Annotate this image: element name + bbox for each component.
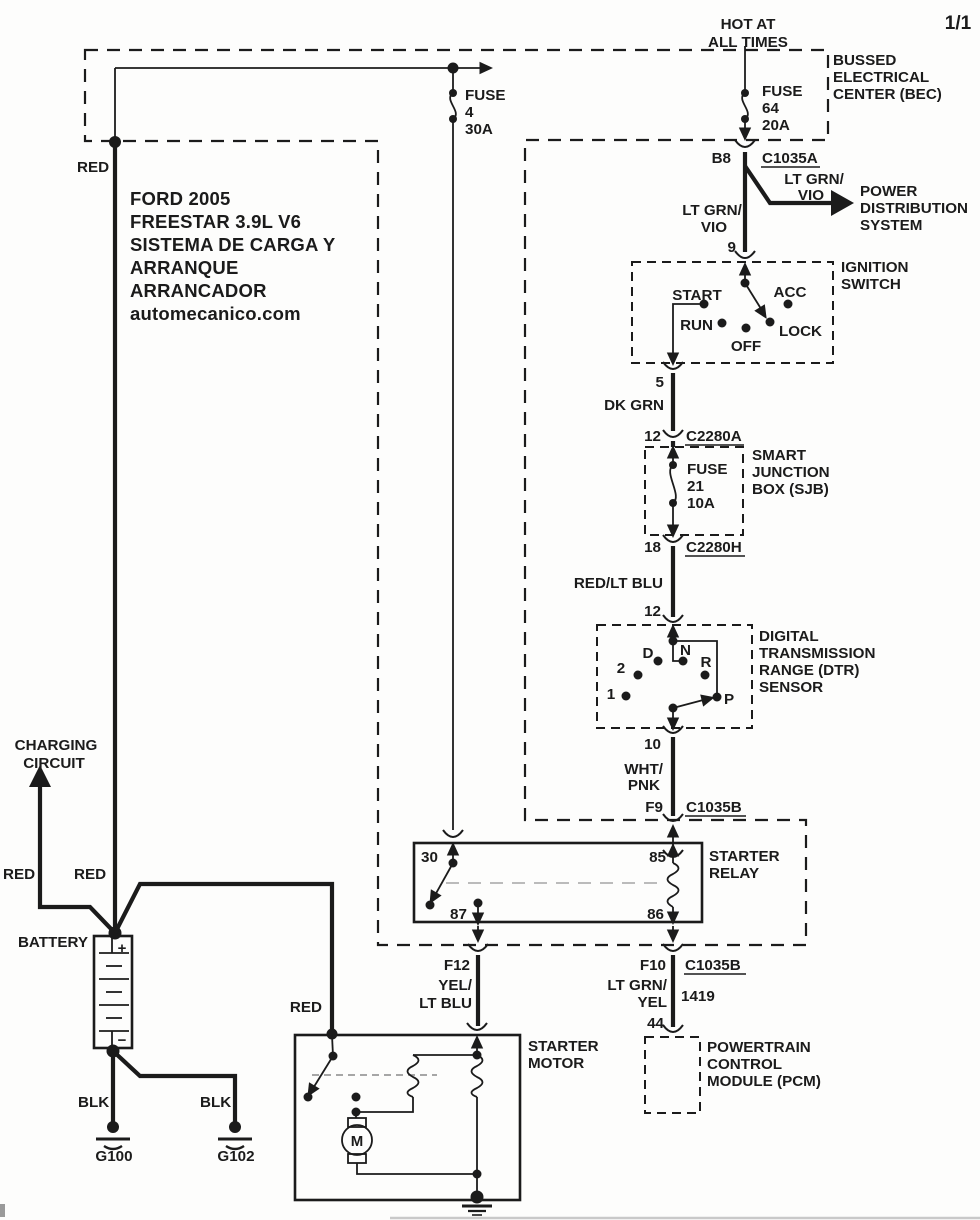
pin-87: 87 <box>450 906 467 923</box>
sjb-label: BOX (SJB) <box>752 481 829 498</box>
fuse21-label: FUSE <box>687 461 728 478</box>
sjb-label: JUNCTION <box>752 464 830 481</box>
fuse64-label: FUSE <box>762 83 803 100</box>
battery-positive: + <box>117 940 127 957</box>
position-r: R <box>700 654 712 671</box>
motor-letter: M <box>350 1133 364 1150</box>
bec-feed-wires <box>115 62 493 837</box>
starter-motor-box <box>295 1035 520 1200</box>
power-distribution-label: SYSTEM <box>860 217 923 234</box>
fuse4-rating: 30A <box>465 121 493 138</box>
wire-label: VIO <box>700 219 728 236</box>
connector-c1035b-id: C1035B <box>686 799 742 816</box>
starter-motor-label: STARTER <box>528 1038 599 1055</box>
pin-f12: F12 <box>443 957 470 974</box>
pin-44: 44 <box>647 1015 664 1032</box>
position-run: RUN <box>680 317 713 334</box>
position-acc: ACC <box>773 284 807 301</box>
position-d: D <box>642 645 654 662</box>
pin-30: 30 <box>421 849 438 866</box>
pin-f9: F9 <box>645 799 663 816</box>
dtr-label: DIGITAL <box>759 628 819 645</box>
p-contact <box>713 693 722 702</box>
hot-at-label: HOT AT <box>720 16 776 33</box>
pin-18: 18 <box>644 539 661 556</box>
position-n: N <box>680 642 691 659</box>
connector-c1035b-id: C1035B <box>685 957 741 974</box>
position-lock: LOCK <box>779 323 823 340</box>
position-start: START <box>672 287 722 304</box>
ground-g100-icon <box>96 1121 130 1149</box>
r-contact <box>701 671 710 680</box>
off-contact <box>742 324 751 333</box>
battery-negative: − <box>117 1032 127 1049</box>
wire-label: LT GRN/ <box>607 977 667 994</box>
fuse-21-icon <box>670 465 676 503</box>
position-1: 1 <box>606 686 616 703</box>
ignition-switch-internals <box>667 262 793 366</box>
title-line: ARRANQUE <box>130 257 239 278</box>
pin-9: 9 <box>727 239 736 256</box>
pull-in-winding-icon <box>408 1055 419 1097</box>
ignition-feed-wires <box>735 152 854 258</box>
bec-label: BUSSED <box>833 52 897 69</box>
wire-label: RED <box>289 999 322 1016</box>
2-contact <box>634 671 643 680</box>
wire-label: RED <box>74 866 107 883</box>
pcm-label: POWERTRAIN <box>707 1039 811 1056</box>
dtr-label: SENSOR <box>759 679 824 696</box>
starter-relay-label: RELAY <box>709 865 760 882</box>
pcm-label: MODULE (PCM) <box>707 1073 821 1090</box>
wire-label: BLK <box>78 1094 110 1111</box>
connector-c2280h-id: C2280H <box>686 539 742 556</box>
power-distribution-arrow-icon <box>831 190 854 216</box>
dtr-internals <box>622 624 722 731</box>
wire-label: LT BLU <box>419 995 472 1012</box>
wire-label: DK GRN <box>604 397 664 414</box>
dtr-label: RANGE (DTR) <box>759 662 860 679</box>
wire-label: YEL <box>637 994 667 1011</box>
hold-in-winding-icon <box>472 1055 483 1097</box>
page-edge-mark <box>0 1204 5 1217</box>
ground-g102-icon <box>218 1121 252 1149</box>
pcm-box <box>645 1037 700 1113</box>
d-contact <box>654 657 663 666</box>
wire-label: LT GRN/ <box>784 171 844 188</box>
position-2: 2 <box>616 660 626 677</box>
title-line: automecanico.com <box>130 303 301 324</box>
power-distribution-label: POWER <box>860 183 918 200</box>
pin-5: 5 <box>655 374 664 391</box>
relay-coil-icon <box>668 863 679 907</box>
run-contact <box>718 319 727 328</box>
fuse64-rating: 20A <box>762 117 790 134</box>
wire-label: RED <box>77 159 110 176</box>
pcm-label: CONTROL <box>707 1056 783 1073</box>
motor-ground-icon <box>462 1206 492 1215</box>
hot-feed-wires <box>735 46 755 147</box>
starter-relay-internals <box>424 842 664 943</box>
ground-g100-label: G100 <box>95 1148 133 1165</box>
1-contact <box>622 692 631 701</box>
starter-motor-internals <box>302 1035 492 1215</box>
wire-label: LT GRN/ <box>682 202 742 219</box>
title-line: SISTEMA DE CARGA Y <box>130 234 336 255</box>
bec-label: ELECTRICAL <box>833 69 930 86</box>
connector-c2280a-icon <box>663 430 683 437</box>
wire-label: VIO <box>797 187 825 204</box>
fuse4-number: 4 <box>465 104 474 121</box>
title-line: FORD 2005 <box>130 188 231 209</box>
dtr-label: TRANSMISSION <box>759 645 876 662</box>
connector-c2280a-id: C2280A <box>686 428 742 445</box>
pin-85: 85 <box>649 849 666 866</box>
charging-circuit-label: CIRCUIT <box>23 755 85 772</box>
wire-label: RED/LT BLU <box>573 575 663 592</box>
fuse21-rating: 10A <box>687 495 715 512</box>
position-p: P <box>724 691 735 708</box>
pin-12: 12 <box>644 428 661 445</box>
wire-label: YEL/ <box>438 977 472 994</box>
starter-relay-label: STARTER <box>709 848 780 865</box>
fuse4-label: FUSE <box>465 87 506 104</box>
charging-circuit-label: CHARGING <box>14 737 98 754</box>
power-distribution-label: DISTRIBUTION <box>860 200 968 217</box>
ignition-switch-label: SWITCH <box>841 276 901 293</box>
title-line: ARRANCADOR <box>130 280 267 301</box>
wire-label: PNK <box>627 777 660 794</box>
connector-c1035a-id: C1035A <box>762 150 818 167</box>
pin-86: 86 <box>647 906 664 923</box>
starter-motor-label: MOTOR <box>528 1055 585 1072</box>
start-signal-wires <box>663 362 683 622</box>
wire-label: RED <box>3 866 36 883</box>
circuit-number: 1419 <box>681 988 715 1005</box>
wire-label: WHT/ <box>624 761 663 778</box>
wire-label: BLK <box>200 1094 232 1111</box>
lock-contact <box>766 318 775 327</box>
title-block <box>130 188 336 324</box>
pin-10: 10 <box>644 736 661 753</box>
sjb-label: SMART <box>752 447 806 464</box>
pin-12: 12 <box>644 603 661 620</box>
position-off: OFF <box>730 338 762 355</box>
ignition-switch-label: IGNITION <box>841 259 909 276</box>
page-number: 1/1 <box>944 13 972 34</box>
title-line: FREESTAR 3.9L V6 <box>130 211 302 232</box>
battery-label: BATTERY <box>17 934 88 951</box>
fuse64-number: 64 <box>762 100 779 117</box>
pin-f10: F10 <box>639 957 666 974</box>
fuse21-number: 21 <box>687 478 704 495</box>
hot-at-label: ALL TIMES <box>708 34 788 51</box>
ground-g102-label: G102 <box>217 1148 255 1165</box>
pin-b8: B8 <box>711 150 731 167</box>
bec-label: CENTER (BEC) <box>833 86 942 103</box>
